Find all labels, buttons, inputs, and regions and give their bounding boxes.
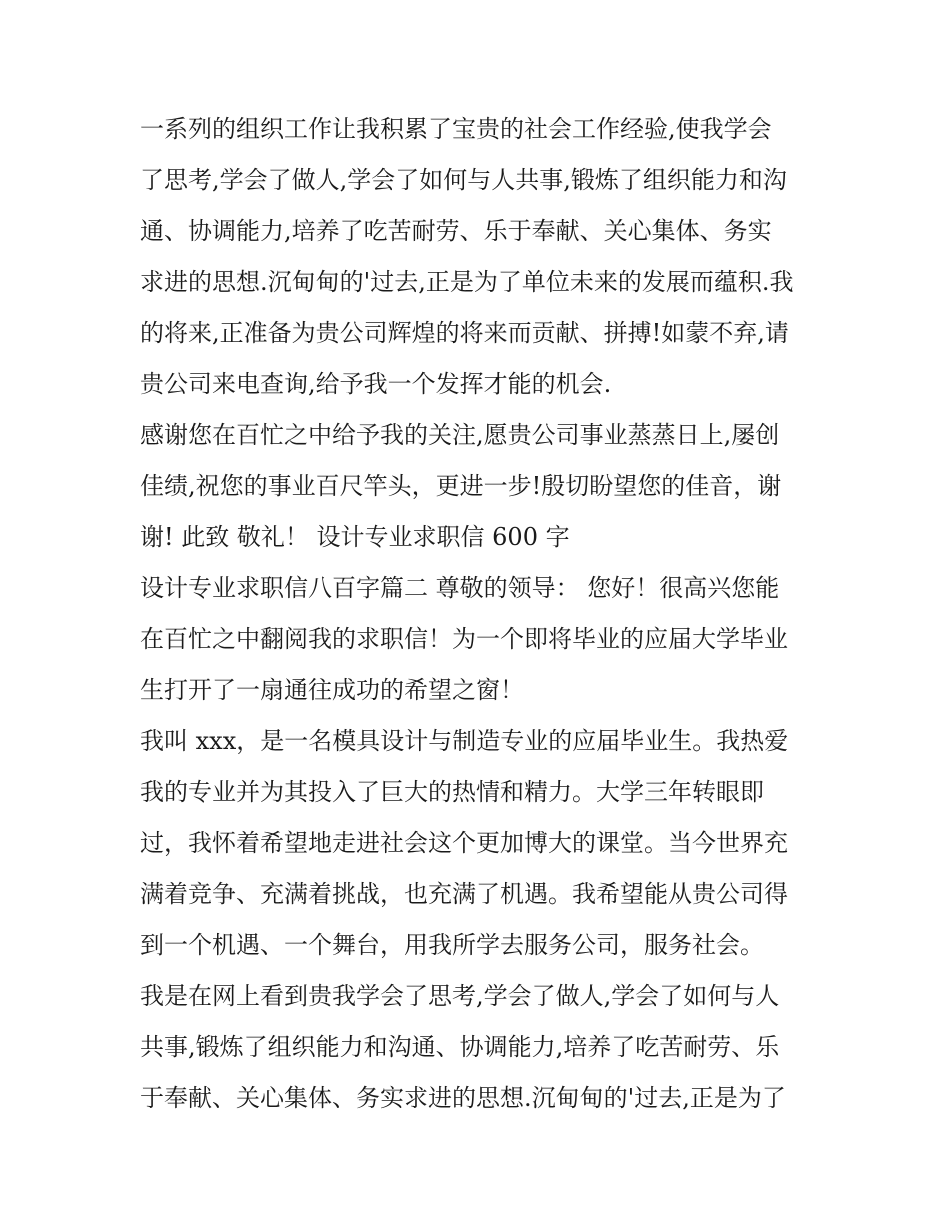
text-line: 我叫 xxx，是一名模具设计与制造专业的应届毕业生。我热爱 bbox=[140, 727, 789, 755]
text-line: 了思考,学会了做人,学会了如何与人共事,锻炼了组织能力和沟 bbox=[140, 166, 787, 194]
text-line: 谢! 此致 敬礼！ 设计专业求职信 600 字 bbox=[140, 523, 570, 551]
text-line: 通、协调能力,培养了吃苦耐劳、乐于奉献、关心集体、务实 bbox=[140, 217, 772, 245]
text-line: 设计专业求职信八百字篇二 尊敬的领导： 您好！很高兴您能 bbox=[140, 574, 780, 602]
text-line: 佳绩,祝您的事业百尺竿头，更进一步!殷切盼望您的佳音，谢 bbox=[140, 472, 782, 500]
text-line: 求进的思想.沉甸甸的'过去,正是为了单位未来的发展而蕴积.我 bbox=[140, 268, 794, 296]
text-line: 我的专业并为其投入了巨大的热情和精力。大学三年转眼即 bbox=[140, 778, 764, 806]
text-line: 共事,锻炼了组织能力和沟通、协调能力,培养了吃苦耐劳、乐 bbox=[140, 1033, 780, 1061]
text-line: 贵公司来电查询,给予我一个发挥才能的机会. bbox=[140, 370, 612, 398]
text-line: 在百忙之中翻阅我的求职信！为一个即将毕业的应届大学毕业 bbox=[140, 625, 788, 653]
text-line: 感谢您在百忙之中给予我的关注,愿贵公司事业蒸蒸日上,屡创 bbox=[140, 421, 780, 449]
text-line: 的将来,正准备为贵公司辉煌的将来而贡献、拼搏!如蒙不弃,请 bbox=[140, 319, 789, 347]
text-line: 满着竞争、充满着挑战，也充满了机遇。我希望能从贵公司得 bbox=[140, 880, 788, 908]
text-line: 于奉献、关心集体、务实求进的思想.沉甸甸的'过去,正是为了 bbox=[140, 1084, 786, 1112]
text-line: 到一个机遇、一个舞台，用我所学去服务公司，服务社会。 bbox=[140, 931, 764, 959]
document-body bbox=[140, 104, 820, 1124]
text-line: 生打开了一扇通往成功的希望之窗！ bbox=[140, 676, 524, 704]
text-line: 我是在网上看到贵我学会了思考,学会了做人,学会了如何与人 bbox=[140, 982, 780, 1010]
text-line: 一系列的组织工作让我积累了宝贵的社会工作经验,使我学会 bbox=[140, 115, 772, 143]
text-line: 过，我怀着希望地走进社会这个更加博大的课堂。当今世界充 bbox=[140, 829, 788, 857]
